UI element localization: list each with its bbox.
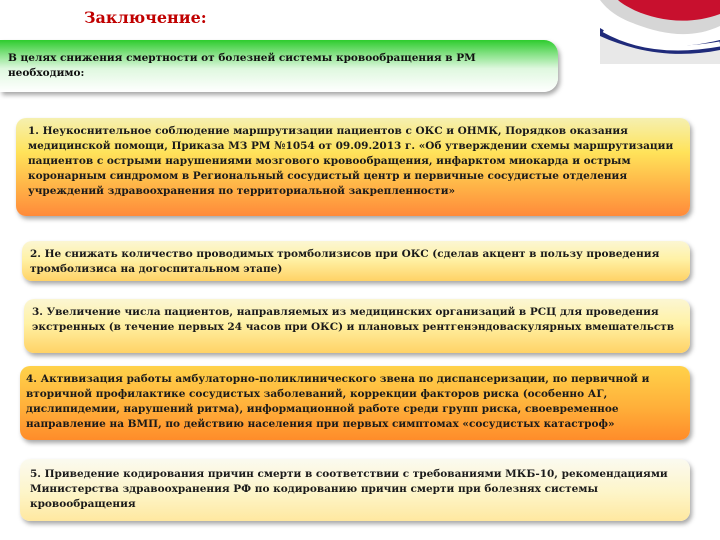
conclusion-item-text: 4. Активизация работы амбулаторно-поликлинического звена по диспансеризации, по первичной и вторичной профилактике сосудистых заболеваний, коррекции факторов риска (особенно АГ, дислипидемии, нарушений ритма), информационной работе среди групп риска, своевременное направление на ВМП, по действию населения при первых симптомах «сосудистых катастроф» bbox=[26, 373, 650, 430]
conclusion-item-2 bbox=[22, 241, 690, 281]
flag-emblem-icon bbox=[560, 0, 720, 64]
conclusion-item-text: 5. Приведение кодирования причин смерти в соответствии с требованиями МКБ-10, рекомендациями Министерства здравоохранения РФ по кодированию причин смерти при болезнях системы кровообращения bbox=[30, 468, 668, 510]
slide-title: Заключение: bbox=[84, 8, 207, 27]
conclusion-item-text: 2. Не снижать количество проводимых тромболизисов при ОКС (сделав акцент в пользу проведения тромболизиса на догоспитальном этапе) bbox=[30, 248, 660, 275]
conclusion-item-4 bbox=[20, 366, 690, 440]
conclusion-item-text: 1. Неукоснительное соблюдение маршрутизации пациентов с ОКС и ОНМК, Порядков оказания медицинской помощи, Приказа МЗ РМ №1054 от 09.09.2013 г. «Об утверждении схемы маршрутизации пациентов с острыми нарушениями мозгового кровообращения, инфарктом миокарда и острым коронарным синдромом в Региональный сосудистый центр и первичные сосудистые отделения учреждений здравоохранения по территориальной закрепленности» bbox=[28, 125, 674, 197]
intro-banner bbox=[0, 40, 558, 92]
conclusion-item-text: 3. Увеличение числа пациентов, направляемых из медицинских организаций в РСЦ для проведения экстренных (в течение первых 24 часов при ОКС) и плановых рентгенэндоваскулярных вмешательств bbox=[32, 306, 675, 333]
conclusion-item-1 bbox=[16, 118, 690, 216]
intro-text: В целях снижения смертности от болезней системы кровообращения в РМ необходимо: bbox=[8, 52, 476, 79]
conclusion-item-5 bbox=[20, 459, 690, 521]
conclusion-item-3 bbox=[24, 299, 690, 353]
